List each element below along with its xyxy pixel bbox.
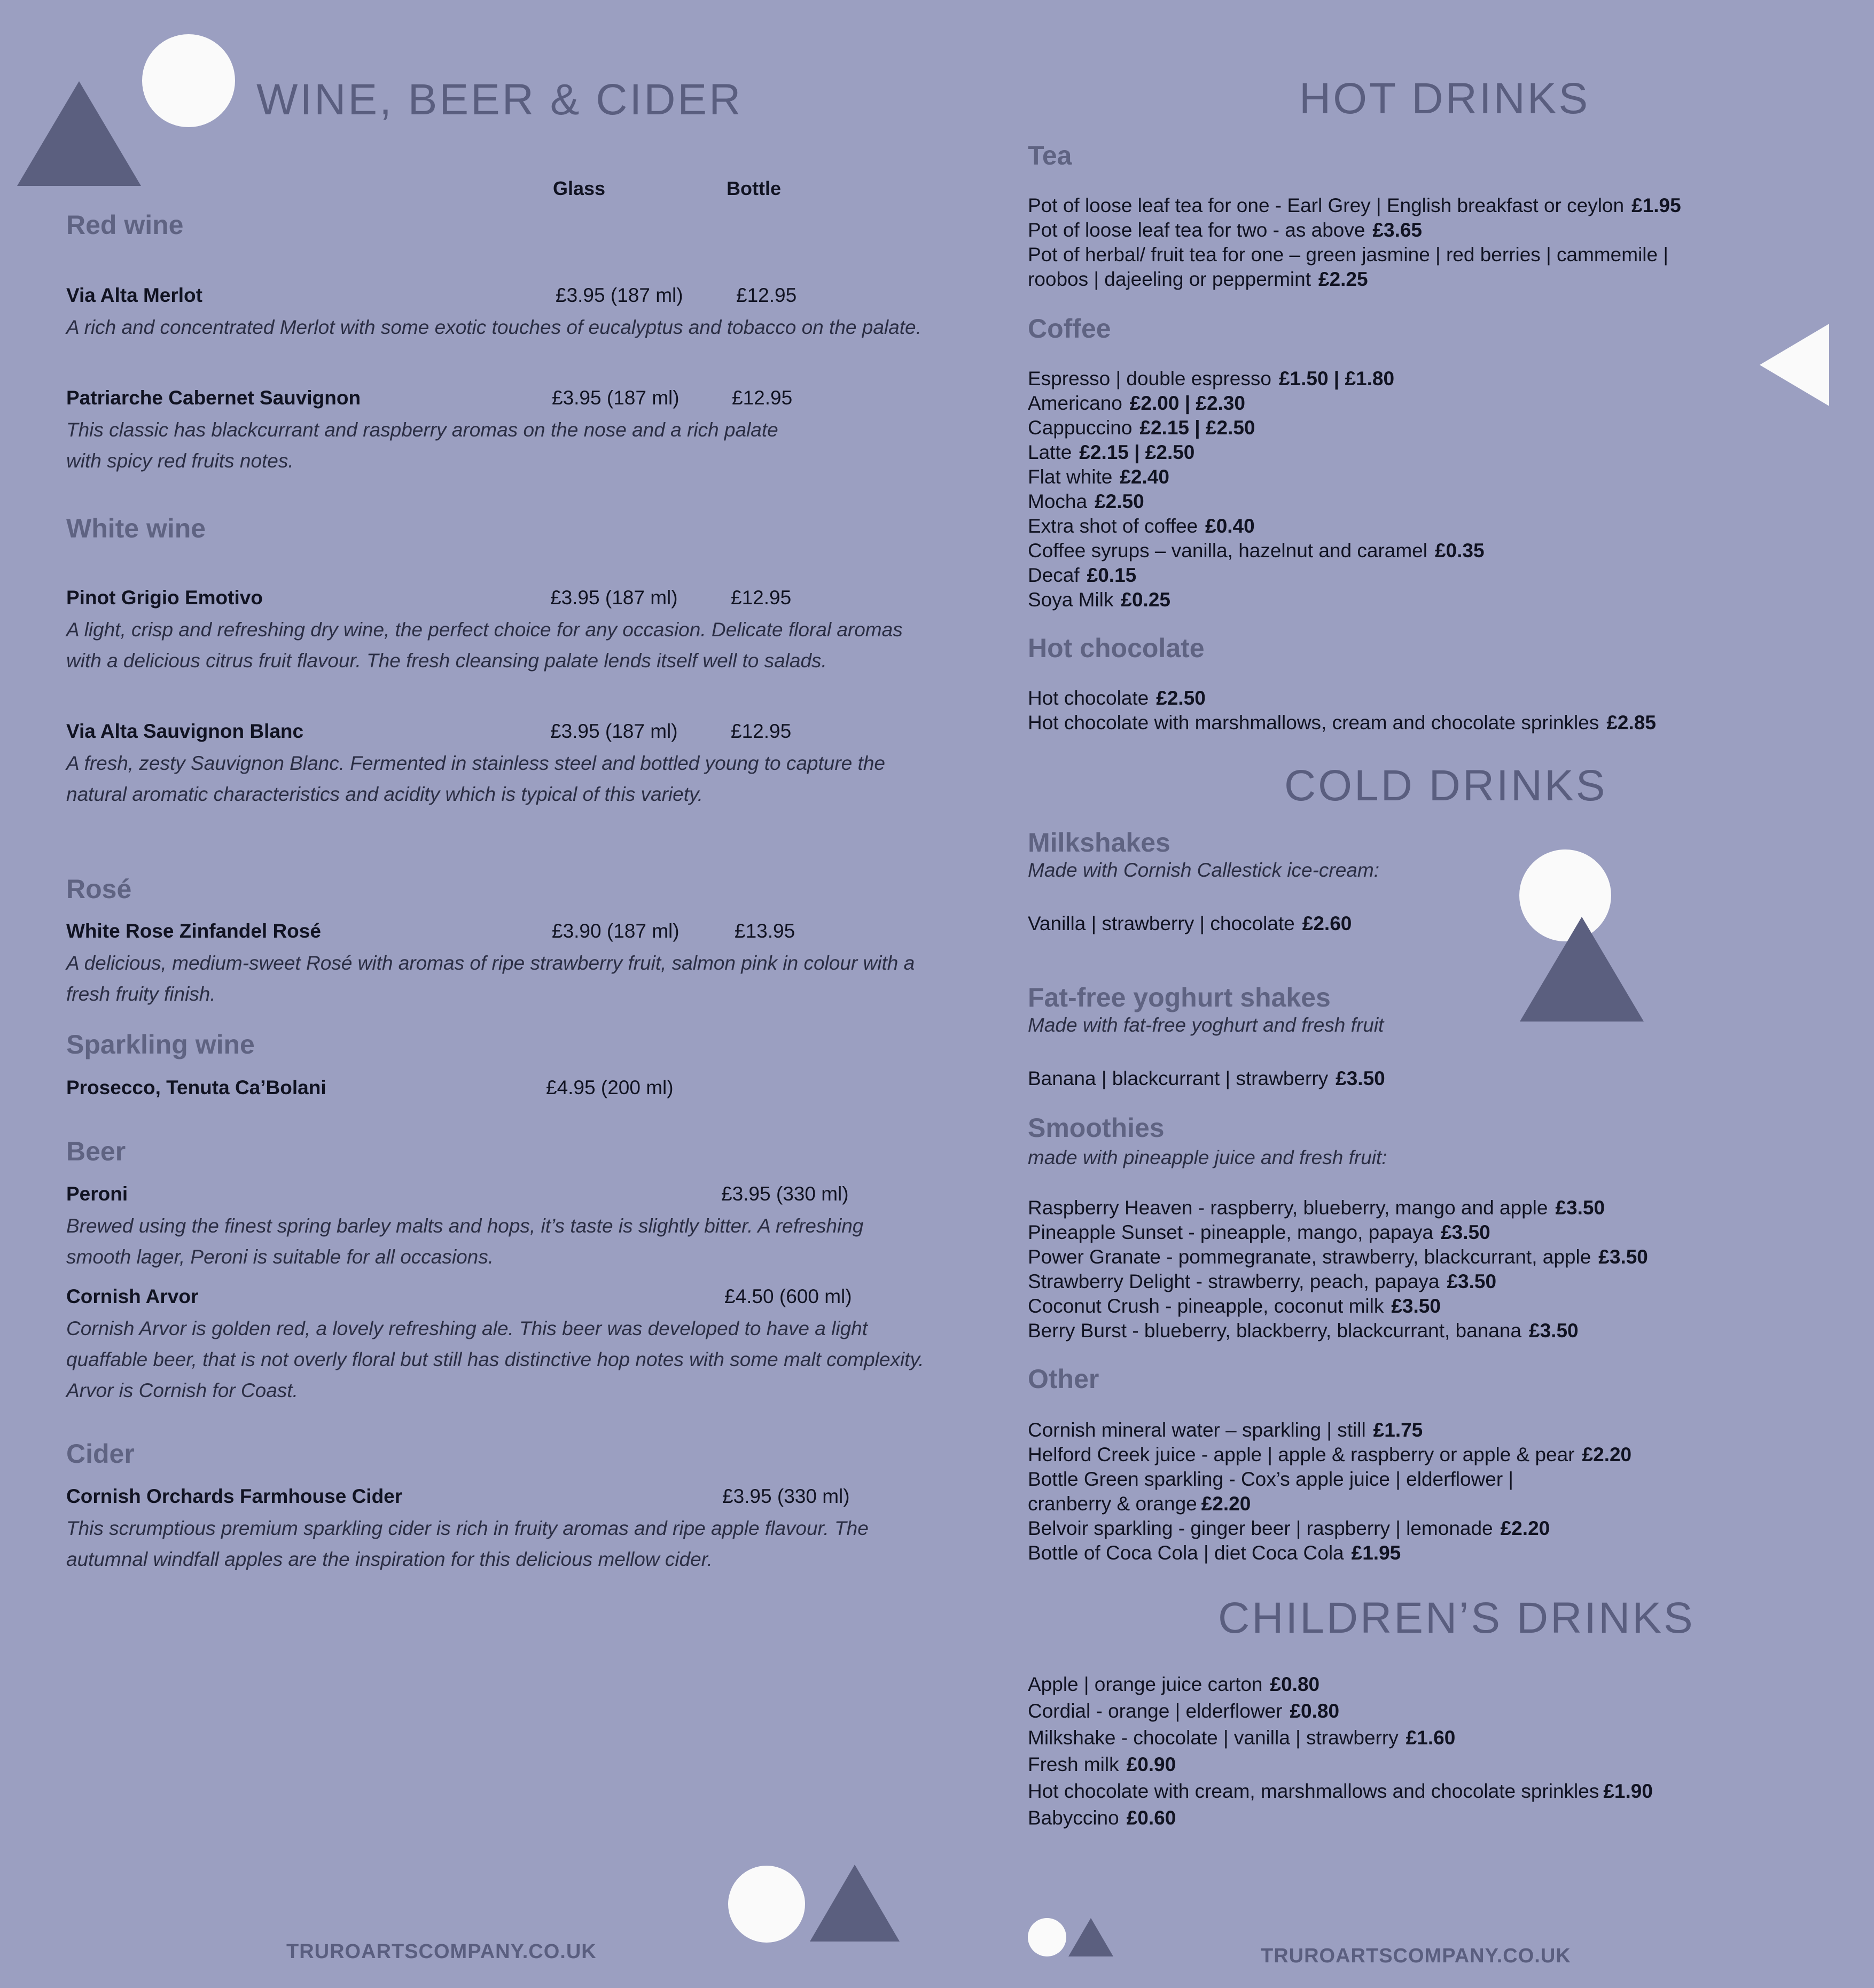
section-heading-rose: Rosé <box>66 874 132 904</box>
menu-line: Hot chocolate with marshmallows, cream and chocolate sprinkles £2.85 <box>1028 712 1656 734</box>
section-heading-yoghurt-shakes: Fat-free yoghurt shakes <box>1028 983 1331 1012</box>
section-heading-beer: Beer <box>66 1136 126 1166</box>
item-price-bottle: £12.95 <box>731 720 792 742</box>
page-title-wine: WINE, BEER & CIDER <box>256 75 743 124</box>
item-description: A delicious, medium-sweet Rosé with aromas of ripe strawberry fruit, salmon pink in colour with a fresh fruity finish. <box>66 952 915 1005</box>
section-subtitle: made with pineapple juice and fresh fruit: <box>1028 1147 1387 1168</box>
item-price-bottle: £12.95 <box>731 587 792 609</box>
deco-circle <box>142 34 235 127</box>
item-name: Cornish Orchards Farmhouse Cider <box>66 1485 403 1507</box>
section-heading-white-wine: White wine <box>66 513 206 543</box>
menu-line: Pineapple Sunset - pineapple, mango, papaya £3.50 <box>1028 1221 1490 1243</box>
menu-line: Cappuccino £2.15 | £2.50 <box>1028 417 1255 439</box>
menu-line: roobos | dajeeling or peppermint £2.25 <box>1028 268 1368 290</box>
item-price: £3.95 (330 ml) <box>721 1183 849 1205</box>
section-subtitle: Made with fat-free yoghurt and fresh fruit <box>1028 1014 1384 1036</box>
section-heading-coffee: Coffee <box>1028 314 1111 344</box>
item-name: Pinot Grigio Emotivo <box>66 587 263 609</box>
column-header-bottle: Bottle <box>727 177 781 199</box>
item-price-glass: £4.95 (200 ml) <box>546 1077 674 1098</box>
menu-line: Power Granate - pommegranate, strawberry, blackcurrant, apple £3.50 <box>1028 1246 1648 1268</box>
menu-line: Banana | blackcurrant | strawberry £3.50 <box>1028 1067 1385 1089</box>
item-name: Patriarche Cabernet Sauvignon <box>66 387 361 409</box>
deco-triangle-left <box>1760 324 1829 406</box>
menu-line: Raspberry Heaven - raspberry, blueberry, mango and apple £3.50 <box>1028 1197 1605 1219</box>
section-heading-hot-chocolate: Hot chocolate <box>1028 633 1205 663</box>
item-name: Peroni <box>66 1183 128 1205</box>
page-title-hot-drinks: HOT DRINKS <box>1299 74 1590 123</box>
menu-line: Bottle of Coca Cola | diet Coca Cola £1.95 <box>1028 1542 1401 1564</box>
column-header-glass: Glass <box>553 177 606 199</box>
section-heading-other: Other <box>1028 1364 1099 1394</box>
menu-line: Pot of loose leaf tea for one - Earl Grey | English breakfast or ceylon £1.95 <box>1028 194 1681 216</box>
item-description: Cornish Arvor is golden red, a lovely refreshing ale. This beer was developed to have a light quaffable beer, that is not overly floral but still has distinctive hop notes with some malt complexity. Arvor is Cornish for Coast. <box>66 1317 924 1401</box>
section-subtitle: Made with Cornish Callestick ice-cream: <box>1028 859 1379 881</box>
deco-triangle <box>810 1865 900 1942</box>
section-heading-sparkling: Sparkling wine <box>66 1030 255 1059</box>
menu-line: Pot of loose leaf tea for two - as above £3.65 <box>1028 219 1423 241</box>
menu-line: Vanilla | strawberry | chocolate £2.60 <box>1028 913 1352 934</box>
menu-line: Espresso | double espresso £1.50 | £1.80 <box>1028 368 1395 389</box>
section-heading-tea: Tea <box>1028 141 1072 170</box>
deco-triangle <box>17 81 141 186</box>
menu-line: Hot chocolate with cream, marshmallows and chocolate sprinkles £1.90 <box>1028 1780 1653 1802</box>
item-price: £4.50 (600 ml) <box>724 1285 852 1307</box>
item-description: This classic has blackcurrant and raspberry aromas on the nose and a rich palate with spicy red fruits notes. <box>66 419 778 472</box>
page-title-cold-drinks: COLD DRINKS <box>1284 761 1607 810</box>
item-price-glass: £3.95 (187 ml) <box>550 587 678 609</box>
item-name: Cornish Arvor <box>66 1285 199 1307</box>
menu-line: Mocha £2.50 <box>1028 490 1144 512</box>
menu-line: Cordial - orange | elderflower £0.80 <box>1028 1700 1340 1722</box>
item-description: A fresh, zesty Sauvignon Blanc. Fermented in stainless steel and bottled young to capture the natural aromatic characteristics and acidity which is typical of this variety. <box>66 752 885 805</box>
page-title-childrens-drinks: CHILDREN’S DRINKS <box>1218 1594 1695 1642</box>
item-price-glass: £3.95 (187 ml) <box>556 284 683 306</box>
item-description: A light, crisp and refreshing dry wine, the perfect choice for any occasion. Delicate floral aromas with a delicious citrus fruit flavour. The fresh cleansing palate lends itself well to salads. <box>66 619 903 672</box>
menu-line: Coffee syrups – vanilla, hazelnut and caramel £0.35 <box>1028 540 1485 562</box>
deco-triangle <box>1068 1918 1113 1956</box>
menu-line: Berry Burst - blueberry, blackberry, blackcurrant, banana £3.50 <box>1028 1320 1579 1342</box>
menu-line: Flat white £2.40 <box>1028 466 1169 488</box>
section-heading-milkshakes: Milkshakes <box>1028 828 1170 857</box>
menu-line: cranberry & orange £2.20 <box>1028 1493 1251 1515</box>
item-name: Via Alta Merlot <box>66 284 202 306</box>
section-heading-red-wine: Red wine <box>66 210 184 240</box>
menu-line: Babyccino £0.60 <box>1028 1807 1176 1829</box>
menu-line: Hot chocolate £2.50 <box>1028 687 1206 709</box>
menu-line: Decaf £0.15 <box>1028 564 1137 586</box>
item-name: Prosecco, Tenuta Ca’Bolani <box>66 1077 326 1098</box>
menu-line: Soya Milk £0.25 <box>1028 589 1170 611</box>
menu-line: Strawberry Delight - strawberry, peach, papaya £3.50 <box>1028 1270 1497 1292</box>
menu-line: Milkshake - chocolate | vanilla | strawberry £1.60 <box>1028 1727 1456 1749</box>
menu-line: Cornish mineral water – sparkling | still £1.75 <box>1028 1419 1423 1441</box>
item-name: White Rose Zinfandel Rosé <box>66 920 321 942</box>
menu-line: Americano £2.00 | £2.30 <box>1028 392 1245 414</box>
menu-line: Fresh milk £0.90 <box>1028 1753 1176 1775</box>
item-description: This scrumptious premium sparkling cider is rich in fruity aromas and ripe apple flavour. The autumnal windfall apples are the inspiration for this delicious mellow cider. <box>66 1517 869 1570</box>
menu-line: Extra shot of coffee £0.40 <box>1028 515 1255 537</box>
menu-line: Latte £2.15 | £2.50 <box>1028 441 1195 463</box>
item-price-bottle: £12.95 <box>732 387 793 409</box>
item-name: Via Alta Sauvignon Blanc <box>66 720 304 742</box>
item-description: Brewed using the finest spring barley malts and hops, it’s taste is slightly bitter. A refreshing smooth lager, Peroni is suitable for all occasions. <box>66 1215 864 1268</box>
footer-website: TRUROARTSCOMPANY.CO.UK <box>1261 1945 1571 1967</box>
item-price-bottle: £13.95 <box>735 920 795 942</box>
menu-line: Apple | orange juice carton £0.80 <box>1028 1673 1320 1695</box>
item-price-glass: £3.90 (187 ml) <box>552 920 680 942</box>
deco-triangle <box>1520 917 1644 1022</box>
deco-circle <box>728 1866 805 1943</box>
menu-line: Belvoir sparkling - ginger beer | raspberry | lemonade £2.20 <box>1028 1517 1550 1539</box>
section-heading-cider: Cider <box>66 1439 135 1469</box>
menu-line: Pot of herbal/ fruit tea for one – green jasmine | red berries | cammemile | <box>1028 244 1668 266</box>
menu-line: Helford Creek juice - apple | apple & raspberry or apple & pear £2.20 <box>1028 1444 1632 1465</box>
item-description: A rich and concentrated Merlot with some exotic touches of eucalyptus and tobacco on the palate. <box>66 316 922 338</box>
item-price: £3.95 (330 ml) <box>722 1485 850 1507</box>
item-price-glass: £3.95 (187 ml) <box>552 387 680 409</box>
menu-line: Coconut Crush - pineapple, coconut milk £3.50 <box>1028 1295 1441 1317</box>
footer-website: TRUROARTSCOMPANY.CO.UK <box>286 1940 597 1963</box>
section-heading-smoothies: Smoothies <box>1028 1113 1165 1143</box>
deco-circle <box>1028 1918 1066 1956</box>
item-price-bottle: £12.95 <box>736 284 797 306</box>
item-price-glass: £3.95 (187 ml) <box>550 720 678 742</box>
menu-line: Bottle Green sparkling - Cox’s apple juice | elderflower | <box>1028 1468 1514 1490</box>
